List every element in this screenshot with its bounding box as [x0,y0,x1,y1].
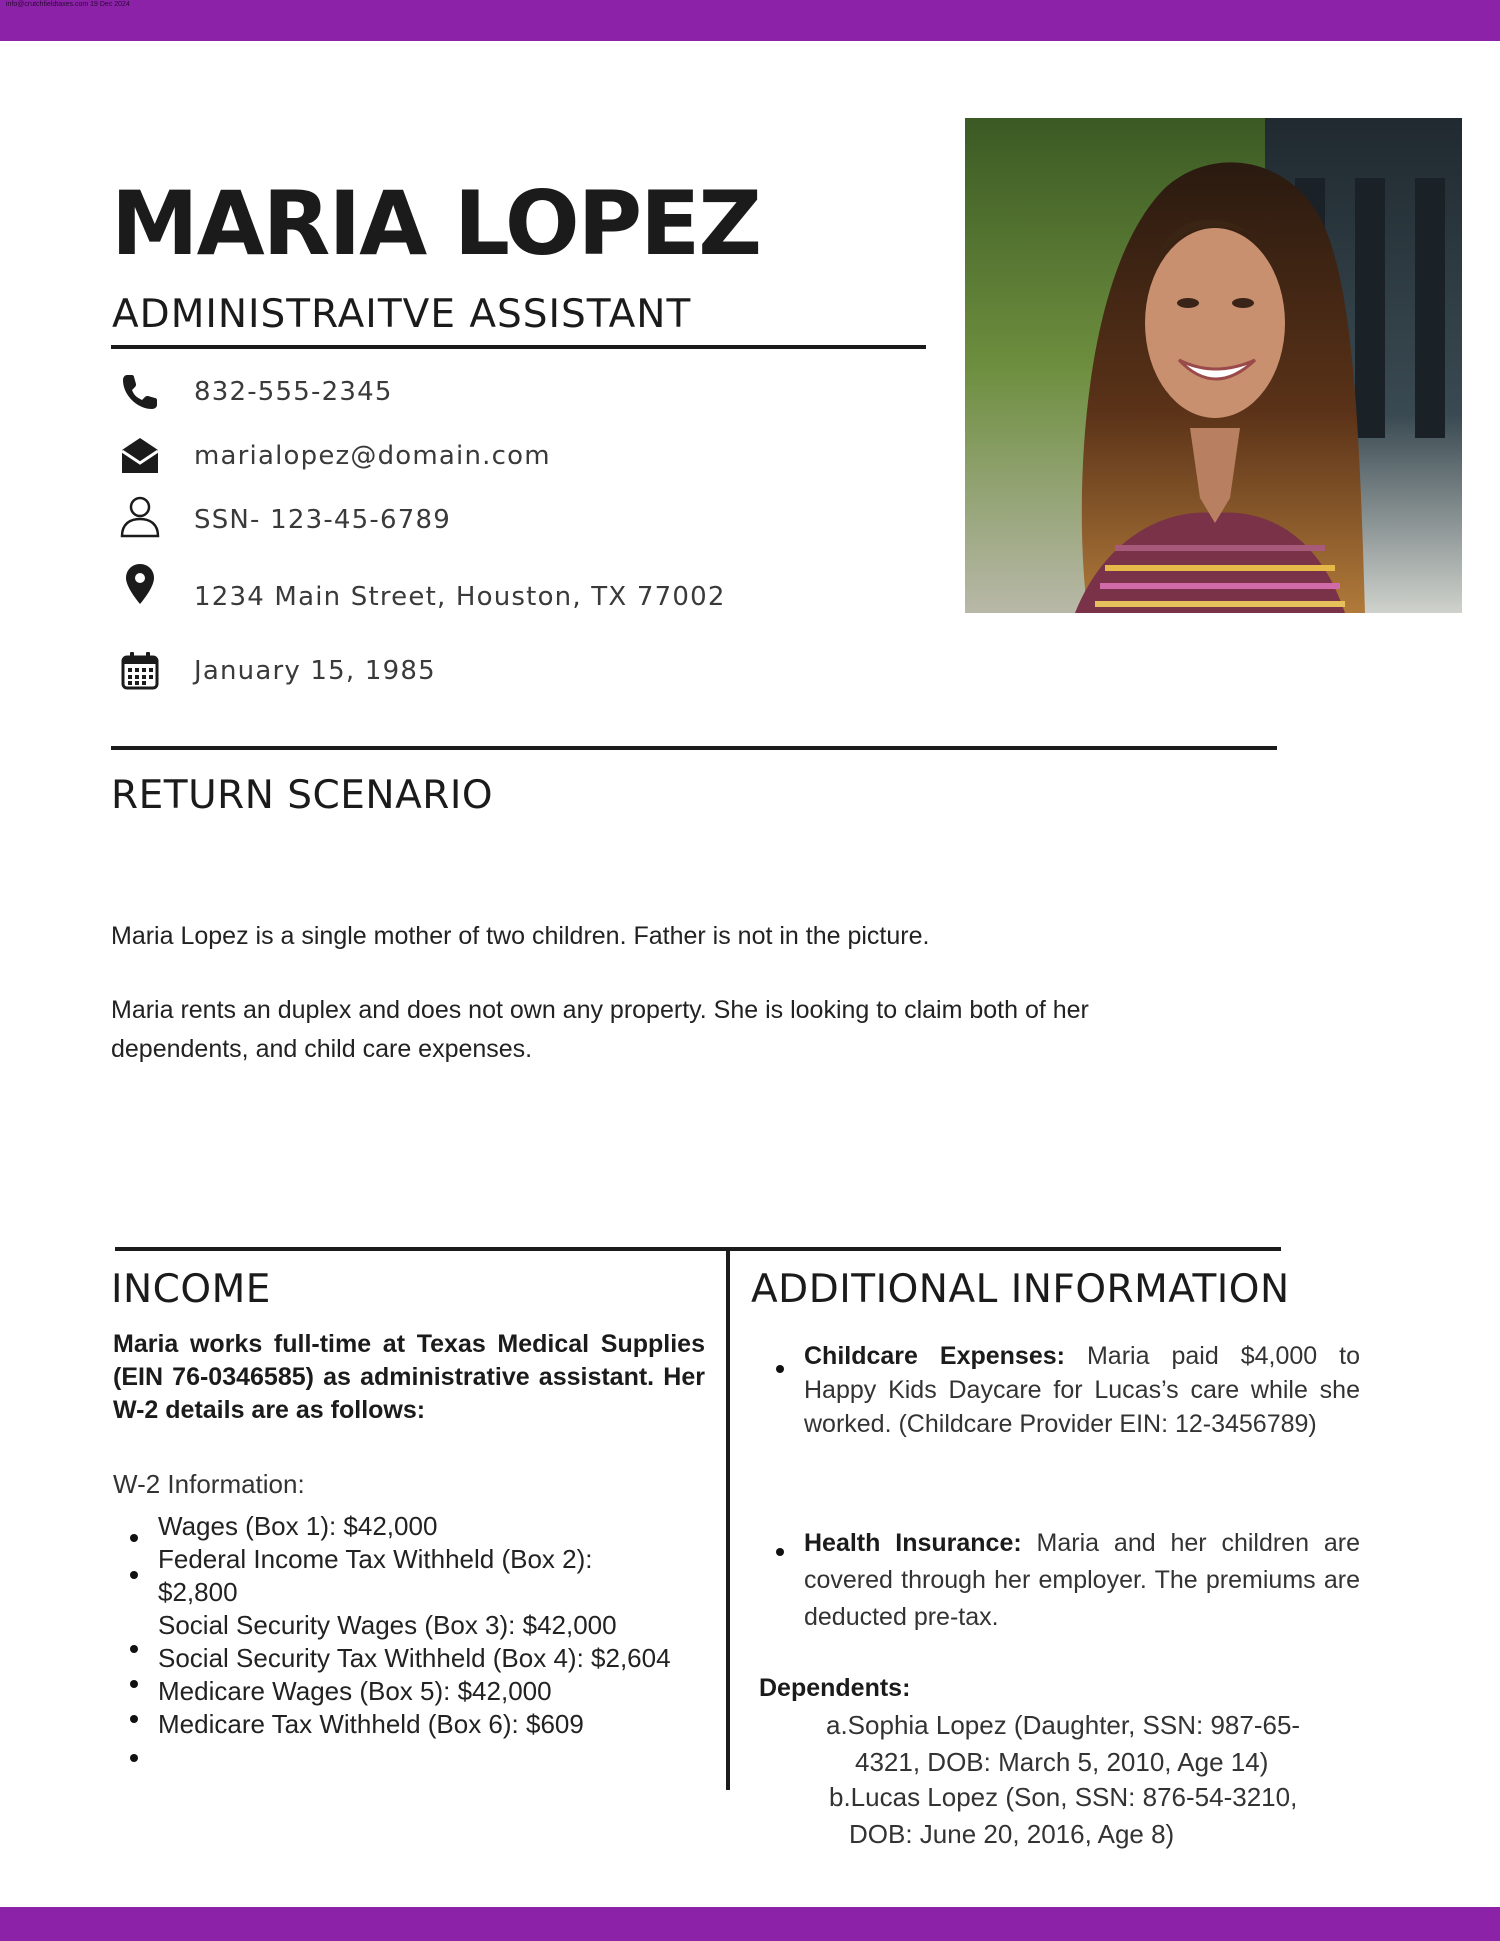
additional-info-title: ADDITIONAL INFORMATION [751,1267,1290,1312]
bullet-dot [130,1715,138,1723]
childcare-expenses-item [804,1339,1360,1441]
health-text: Maria and her children are covered through her employer. The premiums are deducted pre-tax. [804,1529,1360,1631]
w2-label: W-2 Information: [113,1469,305,1499]
phone-number: 832-555-2345 [194,377,393,407]
childcare-text: Maria paid $4,000 to Happy Kids Daycare for Lucas’s care while she worked. (Childcare Provider EIN: 12-3456789) [804,1342,1361,1438]
list-item: Wages (Box 1): $42,000 [158,1511,438,1541]
scenario-paragraph-1: Maria Lopez is a single mother of two children. Father is not in the picture. [111,922,930,950]
street-address: 1234 Main Street, Houston, TX 77002 [194,582,726,612]
bullet-dot [130,1754,138,1762]
profile-photo [965,118,1462,613]
list-item: Medicare Wages (Box 5): $42,000 [158,1676,552,1706]
bullet-dot [776,1548,784,1556]
bullet-dot [776,1365,784,1373]
envelope-icon [118,434,162,478]
candidate-name: MARIA LOPEZ [111,172,761,275]
lower-section-divider [115,1247,1281,1251]
return-scenario-title: RETURN SCENARIO [111,773,494,818]
health-label: Health Insurance: [804,1529,1022,1557]
date-of-birth: January 15, 1985 [194,656,436,686]
ssn-text: SSN- 123-45-6789 [194,505,451,535]
calendar-icon [118,649,162,693]
list-item: Medicare Tax Withheld (Box 6): $609 [158,1709,584,1739]
bottom-color-band [0,1907,1500,1941]
health-insurance-item [804,1525,1360,1636]
list-item: Social Security Wages (Box 3): $42,000 [158,1610,617,1640]
bullet-dot [130,1571,138,1579]
title-divider [111,345,926,349]
watermark-text: info@crutchfieldtaxes.com 19 Dec 2024 [6,1,130,8]
list-item: Social Security Tax Withheld (Box 4): $2,604 [158,1643,671,1673]
top-color-band [0,0,1500,41]
childcare-label: Childcare Expenses: [804,1342,1065,1370]
phone-icon [118,370,162,414]
dependents-label: Dependents: [759,1674,911,1702]
email-address: marialopez@domain.com [194,441,551,471]
job-title: ADMINISTRAITVE ASSISTANT [112,292,692,337]
dependent-b-line-2: DOB: June 20, 2016, Age 8) [849,1819,1175,1849]
w2-list [158,1510,738,1741]
section-divider [111,746,1277,750]
location-pin-icon [118,562,162,606]
scenario-paragraph-2: Maria rents an duplex and does not own any property. She is looking to claim both of her dependents, and child care expenses. [111,996,1089,1063]
person-icon [118,494,162,538]
bullet-dot [130,1645,138,1653]
bullet-dot [130,1534,138,1542]
dependent-a-line-1: a.Sophia Lopez (Daughter, SSN: 987-65- [826,1710,1301,1740]
bullet-dot [130,1680,138,1688]
income-intro: Maria works full-time at Texas Medical Supplies (EIN 76-0346585) as administrative assistant. Her W-2 details are as follows: [113,1330,705,1424]
dependent-a-line-2: 4321, DOB: March 5, 2010, Age 14) [855,1747,1269,1777]
list-item: Federal Income Tax Withheld (Box 2): [158,1544,593,1574]
list-item: $2,800 [158,1577,238,1607]
income-title: INCOME [111,1267,271,1312]
dependent-b-line-1: b.Lucas Lopez (Son, SSN: 876-54-3210, [829,1782,1298,1812]
